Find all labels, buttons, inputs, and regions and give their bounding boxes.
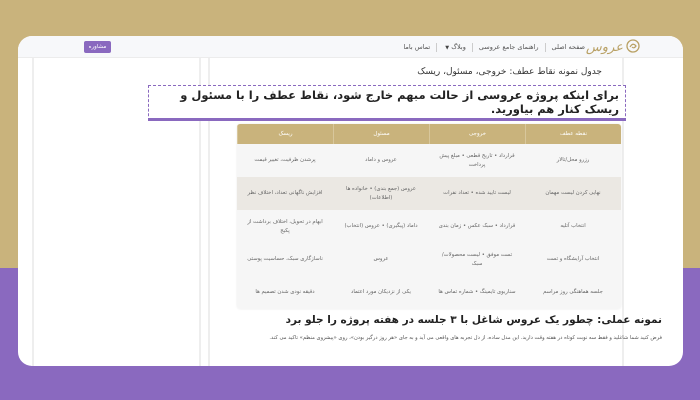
table-cell: عروس (جمع بندی) • خانواده ها (اطلاعات) <box>345 185 417 201</box>
table-cell: پرشدن ظرفیت، تغییر قیمت <box>254 157 316 163</box>
table-row <box>237 177 621 210</box>
table-cell: انتخاب آتلیه <box>560 223 586 229</box>
section-heading: نمونه عملی: چطور یک عروس شاغل با ۳ جلسه در هفته پروژه را جلو برد <box>285 314 662 326</box>
table-cell: داماد (پیگیری) • عروس (انتخاب) <box>344 223 418 229</box>
column-header: خروجی <box>429 124 525 144</box>
column-header: نقطه عطف <box>525 124 621 144</box>
menu-divider <box>436 43 437 52</box>
menu-item-blog[interactable] <box>443 43 466 51</box>
table-cell: تست موفق • لیست محصولات/ سبک <box>441 251 513 267</box>
table-cell: انتخاب آرایشگاه و تست <box>546 256 600 262</box>
table-cell: سناریوی تایمینگ • شماره تماس ها <box>438 289 516 295</box>
site-logo[interactable] <box>586 37 641 57</box>
table-cell: رزرو محل/تالار <box>556 157 590 163</box>
consult-button[interactable]: مشاوره <box>84 41 111 53</box>
table-row <box>237 276 621 309</box>
table-cell: لیست تایید شده • تعداد نفرات <box>443 190 511 196</box>
menu-item-contact[interactable]: تماس باما <box>403 43 431 51</box>
column-divider <box>32 58 34 366</box>
ring-swirl-icon <box>625 38 641 57</box>
highlight-callout: برای اینکه پروژه عروسی از حالت مبهم خارج شود، نقاط عطف را با مسئول و ریسک کنار هم بیاورید. <box>148 85 626 121</box>
table-cell: قرارداد • تاریخ قطعی • مبلغ پیش پرداخت <box>439 152 515 168</box>
table-row <box>237 144 621 177</box>
menu-item-wedding-guide[interactable]: راهنمای جامع عروسی <box>478 43 539 51</box>
menu-item-blog-label: وبلاگ <box>451 43 466 51</box>
table-cell: دقیقه نودی شدن تصمیم ها <box>255 289 315 295</box>
menu-item-home[interactable]: صفحه اصلی <box>551 43 585 51</box>
menu-divider <box>472 43 473 52</box>
table-cell: عروس و داماد <box>365 157 397 163</box>
milestones-table <box>237 124 621 309</box>
table-cell: ناسازگاری سبک، حساسیت پوستی <box>247 256 323 262</box>
table-cell: قرارداد • سبک عکس • زمان بندی <box>438 223 516 229</box>
column-header: ریسک <box>237 124 333 144</box>
table-cell: ابهام در تحویل، اختلاف برداشت از پکیج <box>247 218 323 234</box>
table-cell: عروس <box>373 256 389 262</box>
column-header: مسئول <box>333 124 429 144</box>
caret-down-icon: ▼ <box>445 45 450 51</box>
body-paragraph: فرض کنید شما شاغلید و فقط سه نوبت کوتاه در هفته وقت دارید. این مدل ساده، از دل تجربه های واقعی می آید و به جای «هر روز درگیر بودن»، روی «پیشروی منظم» تاکید می کند. <box>269 335 662 341</box>
top-navbar <box>18 36 683 58</box>
logo-text: عروس <box>585 39 623 55</box>
table-cell: جلسه هماهنگی روز مراسم <box>543 289 603 295</box>
table-header <box>237 124 621 144</box>
main-menu <box>403 36 585 58</box>
table-cell: نهایی کردن لیست مهمان <box>545 190 601 196</box>
table-row <box>237 243 621 276</box>
table-row <box>237 210 621 243</box>
table-caption: جدول نمونه نقاط عطف: خروجی، مسئول، ریسک <box>417 67 602 77</box>
menu-divider <box>545 43 546 52</box>
table-cell: یکی از نزدیکان مورد اعتماد <box>351 289 411 295</box>
table-cell: افزایش ناگهانی تعداد، اختلاف نظر <box>247 190 323 196</box>
